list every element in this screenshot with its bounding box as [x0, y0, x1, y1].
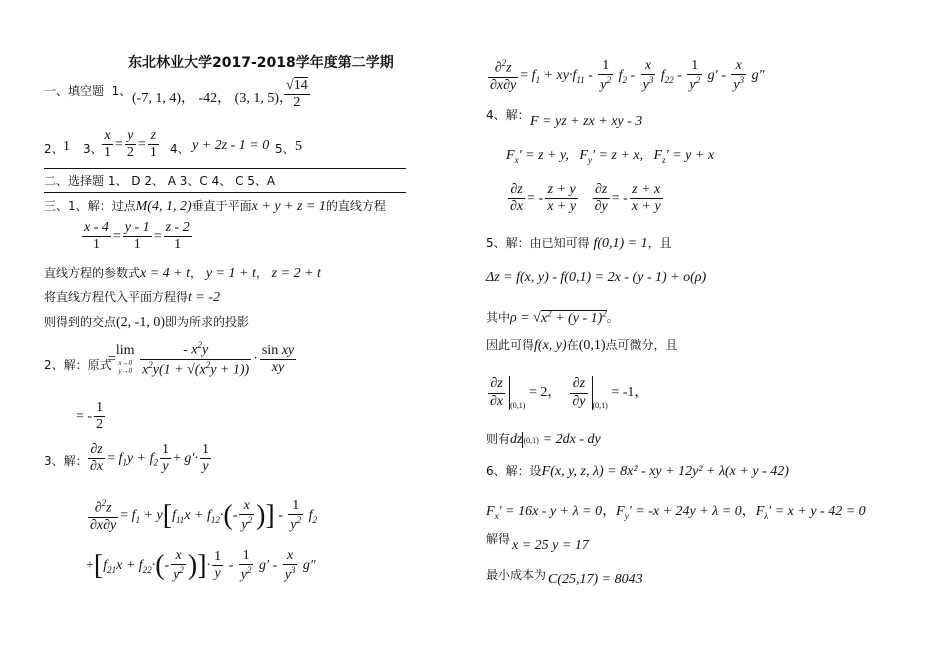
divider-top [44, 168, 406, 169]
fill-4-label: 4、 [170, 142, 190, 156]
fill-2-label: 2、 [44, 142, 64, 156]
problem-6-min-cost: C(25,17) = 8043 [548, 572, 643, 587]
fill-1-answer: (-7, 1, 4)， -42， (3, 1, 5)， [132, 91, 293, 106]
fill-2-answer: 1 [63, 139, 70, 154]
problem-2-limit: = lim x→0 y→0 $\frac{- x^2y}{x^2y(1 + √(x^2y + 1))}$ · $\frac{\text{sin xy}}{xy}$ [108, 340, 295, 378]
problem-1-param: 直线方程的参数式x = 4 + t， y = 1 + t， z = 2 + t [44, 266, 321, 281]
page-title: 东北林业大学2017-2018学年度第二学期 [128, 55, 394, 71]
problem-1-result: 则得到的交点(2, -1, 0)即为所求的投影 [44, 315, 250, 330]
problem-5-rho: 其中$\rho = √x^2 + (y - 1)^2$。 [486, 308, 619, 326]
problem-4-function: F = yz + zx + xy - 3 [530, 114, 643, 129]
problem-3-mixed-1: $\frac{\partial^2z}{\partial x\partial y}$ = $f_1 + y[f_{11}x + f_{12}\cdot(-$ $\frac{x}{y^2}$ )] - $\frac{1}{y^2}$ $f_2$ [90, 498, 318, 533]
problem-6-solution: x = 25 y = 17 [512, 538, 589, 553]
problem-6-system: $F_x' = 16x - y + \lambda = 0$，$F_y' = -x + 24y + \lambda = 0$，$F_\lambda' = x + y - 42 = 0$ [486, 504, 866, 521]
problem-5-partials: $\frac{\partial z}{\partial x}$ $_{(0,1)}$ = 2， $\frac{\partial z}{\partial y}$ $_{(0,1)}$ = -1， [490, 376, 649, 411]
problem-3-mixed-2: $+[f_{21}x + f_{22}\cdot(-$ $\frac{x}{y^2}$ )]· $\frac{1}{y}$ - $\frac{1}{y^2}$ g′ - $\frac{x}{y^3}$ g″ [86, 548, 316, 583]
fill-1-fraction: $\frac{√14}{2}$ [286, 78, 308, 111]
fill-section-label: 一、填空题 1、 [44, 84, 132, 98]
divider-bottom [44, 192, 406, 193]
fill-5-label: 5、 [275, 142, 295, 156]
problem-4-results: $\frac{\partial z}{\partial x}$ = - $\frac{z + y}{x + y}$ $\frac{\partial z}{\partial y}$ = - $\frac{z + x}{x + y}$ [510, 182, 661, 215]
problem-6-head: 6、解：设F(x, y, z, λ) = 8x² - xy + 12y² + λ(x + y - 42) [486, 464, 789, 479]
problem-2-label: 2、解：原式 [44, 358, 112, 372]
problem-3-result: $\frac{\partial^2z}{\partial x\partial y}$ = $f_1 + xy\cdot f_{11}$ - $\frac{1}{y^2}$ $f_2$ - $\frac{x}{y^3}$ $f_{22}$ - $\frac{1}{y^2}$ g′ - $\frac{x}{y^3}$ g″ [490, 58, 765, 93]
fill-5-answer: 5 [295, 139, 302, 154]
problem-3-dz-dx: $\frac{\partial z}{\partial x}$ = $f_1y + f_2$ $\frac{1}{y}$ + g′· $\frac{1}{y}$ [90, 442, 209, 475]
choice-section: 二、选择题 1、 D 2、 A 3、C 4、 C 5、A [44, 174, 276, 188]
problem-5-diff: 因此可得f(x, y)在(0,1)点可微分，且 [486, 338, 678, 353]
problem-6-solve: 解得 [486, 532, 511, 546]
fill-3-answer: $\frac{x}{1}$ = $\frac{y}{2}$ = $\frac{z}{1}$ [104, 128, 157, 161]
problem-2-result: = - $\frac{1}{2}$ [76, 400, 104, 433]
problem-5-increment: Δz = f(x, y) - f(0,1) = 2x - (y - 1) + o(ρ) [486, 270, 707, 285]
problem-4-label: 4、解： [486, 108, 530, 122]
fill-3-label: 3、 [83, 142, 103, 156]
problem-1-sub: 将直线方程代入平面方程得t = -2 [44, 290, 221, 305]
problem-3-label: 3、解： [44, 454, 88, 468]
problem-5-total: 则有dz(0,1) = 2dx - dy [486, 432, 601, 447]
problem-6-min-label: 最小成本为 [486, 568, 547, 582]
problem-1-head: 三、1、解：过点M(4, 1, 2)垂直于平面x + y + z = 1的直线方程 [44, 199, 386, 214]
problem-5-head: 5、解：由已知可得 f(0,1) = 1，且 [486, 236, 672, 251]
fill-4-answer: y + 2z - 1 = 0 [192, 138, 270, 153]
problem-4-partials: $F_x' = z + y$, $F_y' = z + x$, $F_z' = y + x$ [506, 148, 715, 165]
problem-1-line-equation: $\frac{x - 4}{1}$ = $\frac{y - 1}{1}$ = $\frac{z - 2}{1}$ [84, 220, 190, 253]
